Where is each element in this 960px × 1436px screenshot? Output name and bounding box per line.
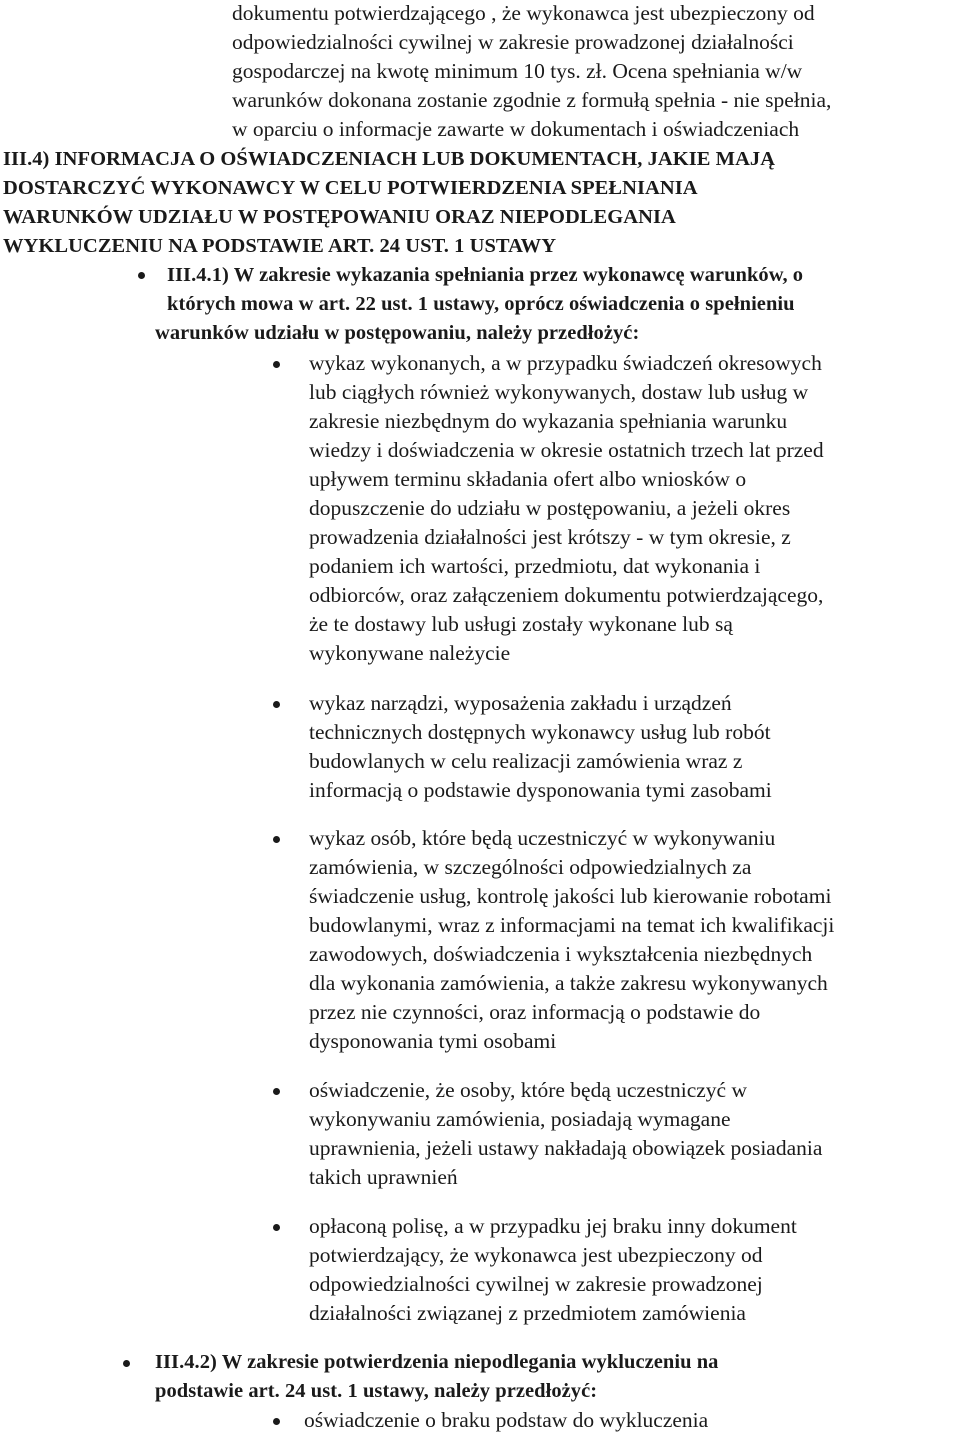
bullet-icon xyxy=(273,1088,280,1095)
list-item-line: budowlanymi, wraz z informacjami na temat ich kwalifikacji xyxy=(309,913,835,937)
list-item-line: opłaconą polisę, a w przypadku jej braku inny dokument xyxy=(309,1214,797,1238)
list-item-line: dopuszczenie do udziału w postępowaniu, a jeżeli okres xyxy=(309,496,791,520)
list-item-line: budowlanych w celu realizacji zamówienia wraz z xyxy=(309,749,743,773)
subsection-title-line: podstawie art. 24 ust. 1 ustawy, należy przedłożyć: xyxy=(155,1380,598,1402)
list-item-line: wykaz osób, które będą uczestniczyć w wykonywaniu xyxy=(309,826,776,850)
subsection-title-line: warunków udziału w postępowaniu, należy przedłożyć: xyxy=(155,322,640,344)
subsection-title-line: III.4.2) W zakresie potwierdzenia niepodlegania wykluczeniu na xyxy=(155,1351,719,1373)
list-item-line: świadczenie usług, kontrolę jakości lub kierowanie robotami xyxy=(309,884,832,908)
list-item-line: oświadczenie, że osoby, które będą uczestniczyć w xyxy=(309,1078,747,1102)
list-item-line: wykaz wykonanych, a w przypadku świadczeń okresowych xyxy=(309,351,822,375)
subsection-title-line: III.4.1) W zakresie wykazania spełniania przez wykonawcę warunków, o xyxy=(167,264,804,286)
intro-line: dokumentu potwierdzającego , że wykonawca jest ubezpieczony od xyxy=(232,1,815,25)
heading-line: III.4) INFORMACJA O OŚWIADCZENIACH LUB DOKUMENTACH, JAKIE MAJĄ xyxy=(3,148,776,170)
heading-line: DOSTARCZYĆ WYKONAWCY W CELU POTWIERDZENIA SPEŁNIANIA xyxy=(3,177,698,199)
list-item-line: że te dostawy lub usługi zostały wykonane lub są xyxy=(309,612,733,636)
list-item-line: zamówienia, w szczególności odpowiedzialnych za xyxy=(309,855,752,879)
intro-line: gospodarczej na kwotę minimum 10 tys. zł. Ocena spełniania w/w xyxy=(232,59,803,83)
list-item-line: wykaz narządzi, wyposażenia zakładu i urządzeń xyxy=(309,691,732,715)
list-item-line: takich uprawnień xyxy=(309,1165,458,1189)
list-item-line: dla wykonania zamówienia, a także zakresu wykonywanych xyxy=(309,971,828,995)
bullet-icon xyxy=(273,1418,280,1425)
heading-line: WARUNKÓW UDZIAŁU W POSTĘPOWANIU ORAZ NIEPODLEGANIA xyxy=(3,206,676,228)
bullet-icon xyxy=(273,836,280,843)
list-item-line: zakresie niezbędnym do wykazania spełniania warunku xyxy=(309,409,788,433)
list-item-line: upływem terminu składania ofert albo wniosków o xyxy=(309,467,747,491)
list-item-line: potwierdzający, że wykonawca jest ubezpieczony od xyxy=(309,1243,763,1267)
list-item-line: przez nie czynności, oraz informacją o podstawie do xyxy=(309,1000,761,1024)
list-item-line: wykonywane należycie xyxy=(309,641,511,665)
list-item-line: lub ciągłych również wykonywanych, dostaw lub usług w xyxy=(309,380,809,404)
bullet-icon xyxy=(273,701,280,708)
list-item-line: uprawnienia, jeżeli ustawy nakładają obowiązek posiadania xyxy=(309,1136,823,1160)
intro-line: odpowiedzialności cywilnej w zakresie prowadzonej działalności xyxy=(232,30,794,54)
list-item-line: zawodowych, doświadczenia i wykształcenia niezbędnych xyxy=(309,942,813,966)
list-item-line: wykonywaniu zamówienia, posiadają wymagane xyxy=(309,1107,731,1131)
bullet-icon xyxy=(123,1360,130,1367)
bullet-icon xyxy=(138,272,145,279)
list-item-line: podaniem ich wartości, przedmiotu, dat wykonania i xyxy=(309,554,761,578)
list-item-line: informacją o podstawie dysponowania tymi zasobami xyxy=(309,778,772,802)
list-item-line: prowadzenia działalności jest krótszy - w tym okresie, z xyxy=(309,525,791,549)
bullet-icon xyxy=(273,361,280,368)
list-item-line: odpowiedzialności cywilnej w zakresie prowadzonej xyxy=(309,1272,763,1296)
list-item-line: dysponowania tymi osobami xyxy=(309,1029,557,1053)
intro-line: w oparciu o informacje zawarte w dokumentach i oświadczeniach xyxy=(232,117,800,141)
list-item-line: działalności związanej z przedmiotem zamówienia xyxy=(309,1301,746,1325)
subsection-title-line: których mowa w art. 22 ust. 1 ustawy, oprócz oświadczenia o spełnieniu xyxy=(167,293,795,315)
list-item-line: wiedzy i doświadczenia w okresie ostatnich trzech lat przed xyxy=(309,438,824,462)
heading-line: WYKLUCZENIU NA PODSTAWIE ART. 24 UST. 1 USTAWY xyxy=(3,235,557,257)
list-item-line: odbiorców, oraz załączeniem dokumentu potwierdzającego, xyxy=(309,583,824,607)
bullet-icon xyxy=(273,1224,280,1231)
list-item-line: oświadczenie o braku podstaw do wykluczenia xyxy=(304,1408,709,1432)
intro-line: warunków dokonana zostanie zgodnie z formułą spełnia - nie spełnia, xyxy=(232,88,832,112)
list-item-line: technicznych dostępnych wykonawcy usług lub robót xyxy=(309,720,771,744)
